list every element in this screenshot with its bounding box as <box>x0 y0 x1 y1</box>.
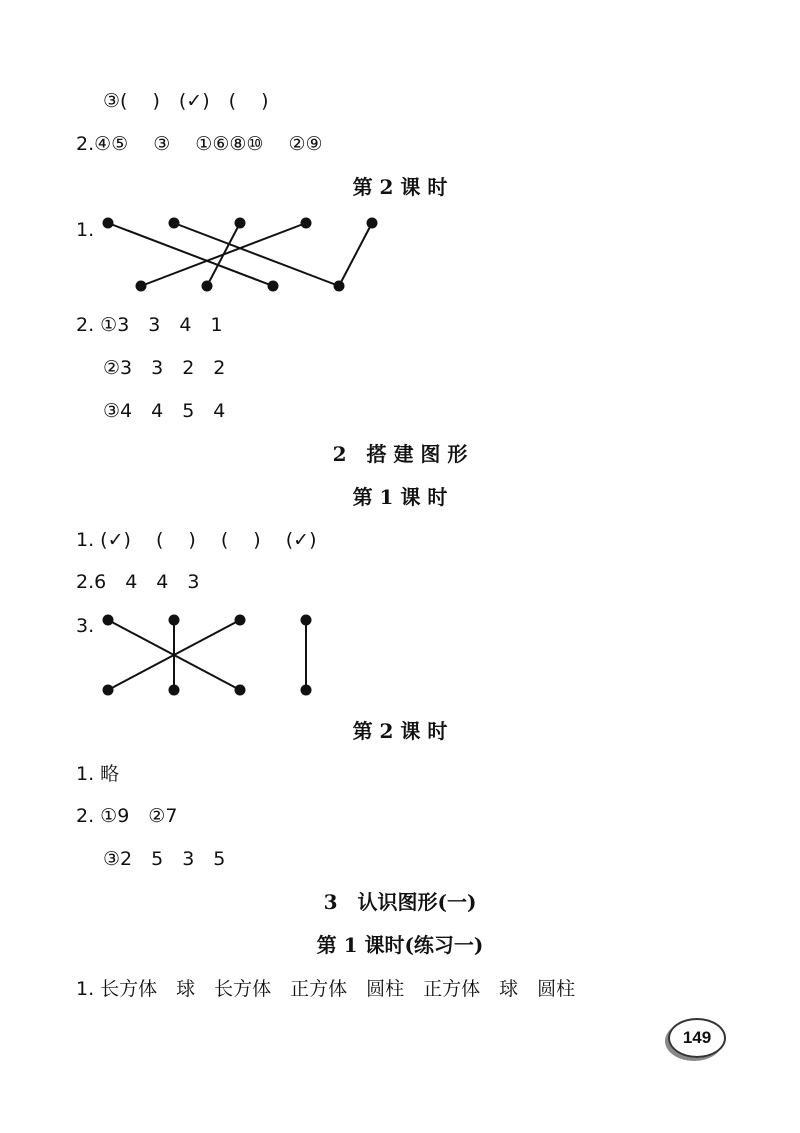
answer-line: ③4 4 5 4 <box>103 400 226 422</box>
answer-line: 2.④⑤ ③ ①⑥⑧⑩ ②⑨ <box>76 133 323 155</box>
answer-line: 1. (✓) ( ) ( ) (✓) <box>76 529 317 551</box>
answer-line: ②3 3 2 2 <box>103 357 226 379</box>
answer-line: ③( ) (✓) ( ) <box>103 90 269 112</box>
section-heading: 第 1 课时(练习一) <box>316 933 484 957</box>
answer-line: 2. ①9 ②7 <box>76 805 178 827</box>
answer-line: 2.6 4 4 3 <box>76 571 200 593</box>
answer-line: ③2 5 3 5 <box>103 848 226 870</box>
top-dot <box>169 615 180 626</box>
bottom-dot <box>301 685 312 696</box>
section-heading: 第 2 课 时 <box>352 719 448 743</box>
answer-line: 1. 略 <box>76 763 120 785</box>
bottom-dot <box>103 685 114 696</box>
top-dot <box>301 615 312 626</box>
bottom-dot <box>235 685 246 696</box>
unit-heading: 3 认识图形(一) <box>323 890 477 914</box>
section-heading: 第 1 课 时 <box>352 485 448 509</box>
unit-heading: 2 搭 建 图 形 <box>332 442 468 466</box>
top-dot <box>235 615 246 626</box>
question-number: 3. <box>76 615 95 637</box>
top-dot <box>103 615 114 626</box>
answer-line: 2. ①3 3 4 1 <box>76 314 223 336</box>
answer-line: 1. 长方体 球 长方体 正方体 圆柱 正方体 球 圆柱 <box>76 978 576 1000</box>
question-number: 1. <box>76 219 95 241</box>
section-heading: 第 2 课 时 <box>352 175 448 199</box>
page-number: 149 <box>668 1018 726 1058</box>
bottom-dot <box>169 685 180 696</box>
